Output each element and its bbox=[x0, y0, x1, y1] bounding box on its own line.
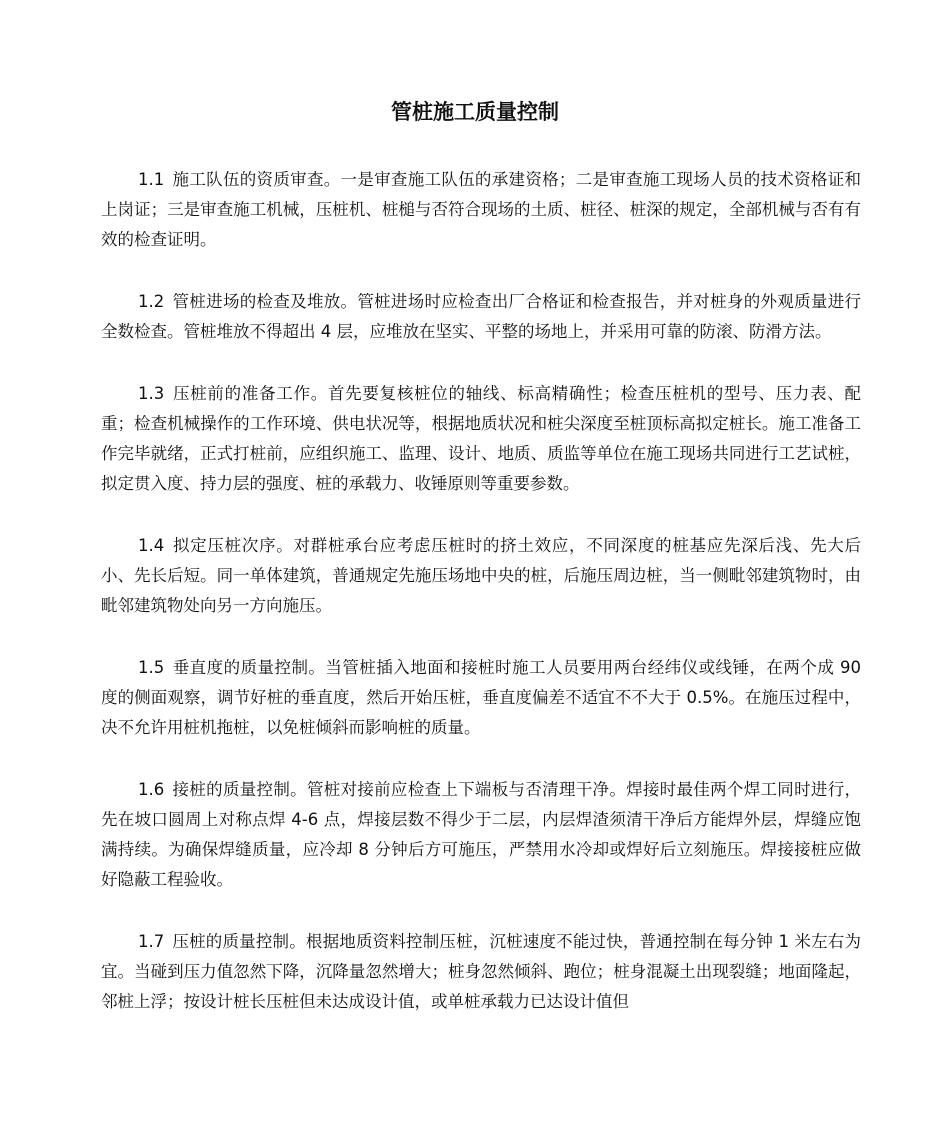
section-1-3 bbox=[101, 379, 861, 499]
section-number: 1.2 bbox=[138, 292, 165, 311]
section-text: 施工队伍的资质审查。一是审查施工队伍的承建资格；二是审查施工现场人员的技术资格证和上岗证；三是审查施工机械，压桩机、桩槌与否符合现场的土质、桩径、桩深的规定，全部机械与否有有效的检查证明。 bbox=[101, 170, 861, 249]
section-number: 1.6 bbox=[138, 780, 165, 799]
section-number: 1.4 bbox=[138, 536, 165, 555]
section-1-1 bbox=[101, 165, 861, 255]
section-1-4 bbox=[101, 531, 861, 621]
section-1-5 bbox=[101, 653, 861, 743]
section-text: 压桩的质量控制。根据地质资料控制压桩，沉桩速度不能过快，普通控制在每分钟 1 米左右为宜。当碰到压力值忽然下降，沉降量忽然增大；桩身忽然倾斜、跑位；桩身混凝土出现裂缝；地面隆起，邻桩上浮；按设计桩长压桩但未达成设计值，或单桩承载力已达设计值但 bbox=[101, 932, 861, 1011]
section-1-7 bbox=[101, 927, 861, 1017]
section-text: 垂直度的质量控制。当管桩插入地面和接桩时施工人员要用两台经纬仪或线锤，在两个成 90 度的侧面观察，调节好桩的垂直度，然后开始压桩，垂直度偏差不适宜不不大于 0.5%。在施压过程中，决不允许用桩机拖桩，以免桩倾斜而影响桩的质量。 bbox=[101, 658, 861, 737]
document-body bbox=[101, 165, 861, 1049]
section-1-6 bbox=[101, 775, 861, 895]
section-1-2 bbox=[101, 287, 861, 347]
section-number: 1.1 bbox=[138, 170, 165, 189]
section-number: 1.7 bbox=[138, 932, 165, 951]
document-title: 管桩施工质量控制 bbox=[391, 100, 559, 124]
section-number: 1.3 bbox=[138, 384, 165, 403]
section-number: 1.5 bbox=[138, 658, 165, 677]
section-text: 压桩前的准备工作。首先要复核桩位的轴线、标高精确性；检查压桩机的型号、压力表、配重；检查机械操作的工作环境、供电状况等，根据地质状况和桩尖深度至桩顶标高拟定桩长。施工准备工作完毕就绪，正式打桩前，应组织施工、监理、设计、地质、质监等单位在施工现场共同进行工艺试桩，拟定贯入度、持力层的强度、桩的承载力、收锤原则等重要参数。 bbox=[101, 384, 861, 493]
section-text: 管桩进场的检查及堆放。管桩进场时应检查出厂合格证和检查报告，并对桩身的外观质量进行全数检查。管桩堆放不得超出 4 层，应堆放在坚实、平整的场地上，并采用可靠的防滚、防滑方法。 bbox=[101, 292, 861, 341]
section-text: 拟定压桩次序。对群桩承台应考虑压桩时的挤土效应，不同深度的桩基应先深后浅、先大后小、先长后短。同一单体建筑，普通规定先施压场地中央的桩，后施压周边桩，当一侧毗邻建筑物时，由毗邻建筑物处向另一方向施压。 bbox=[101, 536, 861, 615]
section-text: 接桩的质量控制。管桩对接前应检查上下端板与否清理干净。焊接时最佳两个焊工同时进行，先在坡口圆周上对称点焊 4-6 点，焊接层数不得少于二层，内层焊渣须清干净后方能焊外层，焊缝应饱满持续。为确保焊缝质量，应冷却 8 分钟后方可施压，严禁用水冷却或焊好后立刻施压。焊接接桩应做好隐蔽工程验收。 bbox=[101, 780, 861, 889]
